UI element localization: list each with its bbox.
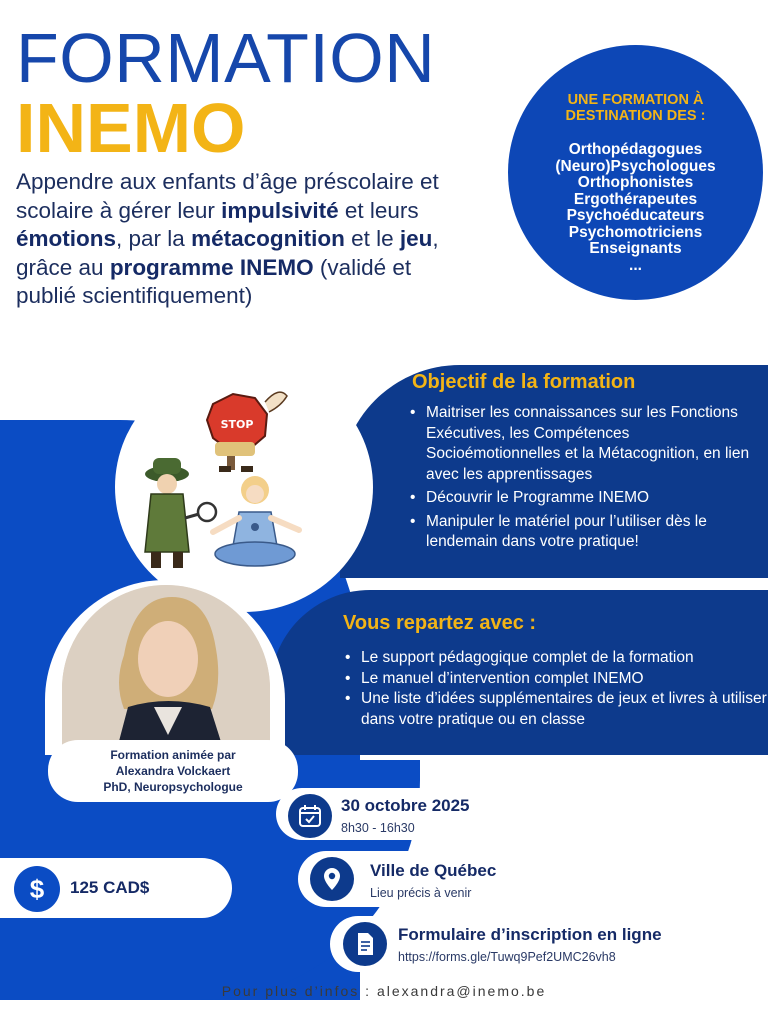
objective-item: • Manipuler le matériel pour l’utiliser dès le lendemain dans votre pratique! <box>408 512 763 553</box>
intro-text: Appendre aux enfants d’âge préscolaire et scolaire à gérer leur impulsivité et leurs émotions, par la métacognition et le jeu, grâce au programme INEMO (validé et publié scientifiquement) <box>16 169 439 308</box>
objective-item: • Maitriser les connaissances sur les Fonctions Exécutives, les Compétences Socioémotionnelles et la Métacognition, en lien avec les apprentissages <box>408 403 763 485</box>
audience-item: Psychoéducateurs <box>566 207 705 224</box>
takeaway-item: • Une liste d’idées supplémentaires de jeux et livres à utiliser dans votre pratique ou en classe <box>343 689 768 730</box>
trainer-title: PhD, Neuropsychologue <box>103 780 243 794</box>
audience-item: Orthophonistes <box>577 174 694 191</box>
calendar-icon <box>288 794 332 838</box>
footer-contact: Pour plus d’infos : alexandra@inemo.be <box>221 983 547 999</box>
date-time: 8h30 - 16h30 <box>341 821 415 835</box>
detective-icon <box>145 458 216 568</box>
price-label: 125 CAD$ <box>70 878 150 897</box>
audience-heading: UNE FORMATION À DESTINATION DES : <box>565 92 706 124</box>
takeaway-item: • Le support pédagogique complet de la formation <box>343 648 768 669</box>
characters-illustration <box>115 362 373 612</box>
date-title: 30 octobre 2025 <box>341 796 470 815</box>
takeaways-list <box>343 648 768 730</box>
trainer-caption <box>48 740 298 802</box>
form-document-icon <box>343 922 387 966</box>
dollar-icon: $ <box>14 866 60 912</box>
takeaways-title: Vous repartez avec : <box>343 612 537 634</box>
audience-item: Psychomotriciens <box>568 223 703 241</box>
audience-item: (Neuro)Psychologues <box>555 157 716 175</box>
objectives-list <box>408 403 763 556</box>
registration-title: Formulaire d’inscription en ligne <box>398 925 662 944</box>
trainer-line1: Formation animée par <box>110 748 236 762</box>
audience-item: Orthopédagogues <box>568 141 703 158</box>
location-detail: Lieu précis à venir <box>370 886 472 900</box>
takeaway-item: • Le manuel d’intervention complet INEMO <box>343 669 768 690</box>
location-pin-icon <box>310 857 354 901</box>
meditating-girl-icon <box>213 476 299 566</box>
trainer-name: Alexandra Volckaert <box>115 764 231 778</box>
registration-link[interactable]: https://forms.gle/Tuwq9Pef2UMC26vh8 <box>398 950 616 964</box>
illustration-circle <box>115 362 373 612</box>
stop-sign-icon <box>207 392 287 472</box>
objectives-title: Objectif de la formation <box>412 371 636 393</box>
title-formation: FORMATION <box>16 19 436 97</box>
audience-circle <box>508 45 763 300</box>
location-pill <box>298 851 768 907</box>
svg-text:STOP: STOP <box>220 418 254 431</box>
audience-item: ... <box>629 256 642 274</box>
audience-list <box>508 142 763 274</box>
objective-item: • Découvrir le Programme INEMO <box>408 488 763 509</box>
title-inemo: INEMO <box>16 89 246 167</box>
location-title: Ville de Québec <box>370 861 497 880</box>
audience-item: Enseignants <box>589 240 682 257</box>
audience-item: Ergothérapeutes <box>573 190 698 208</box>
